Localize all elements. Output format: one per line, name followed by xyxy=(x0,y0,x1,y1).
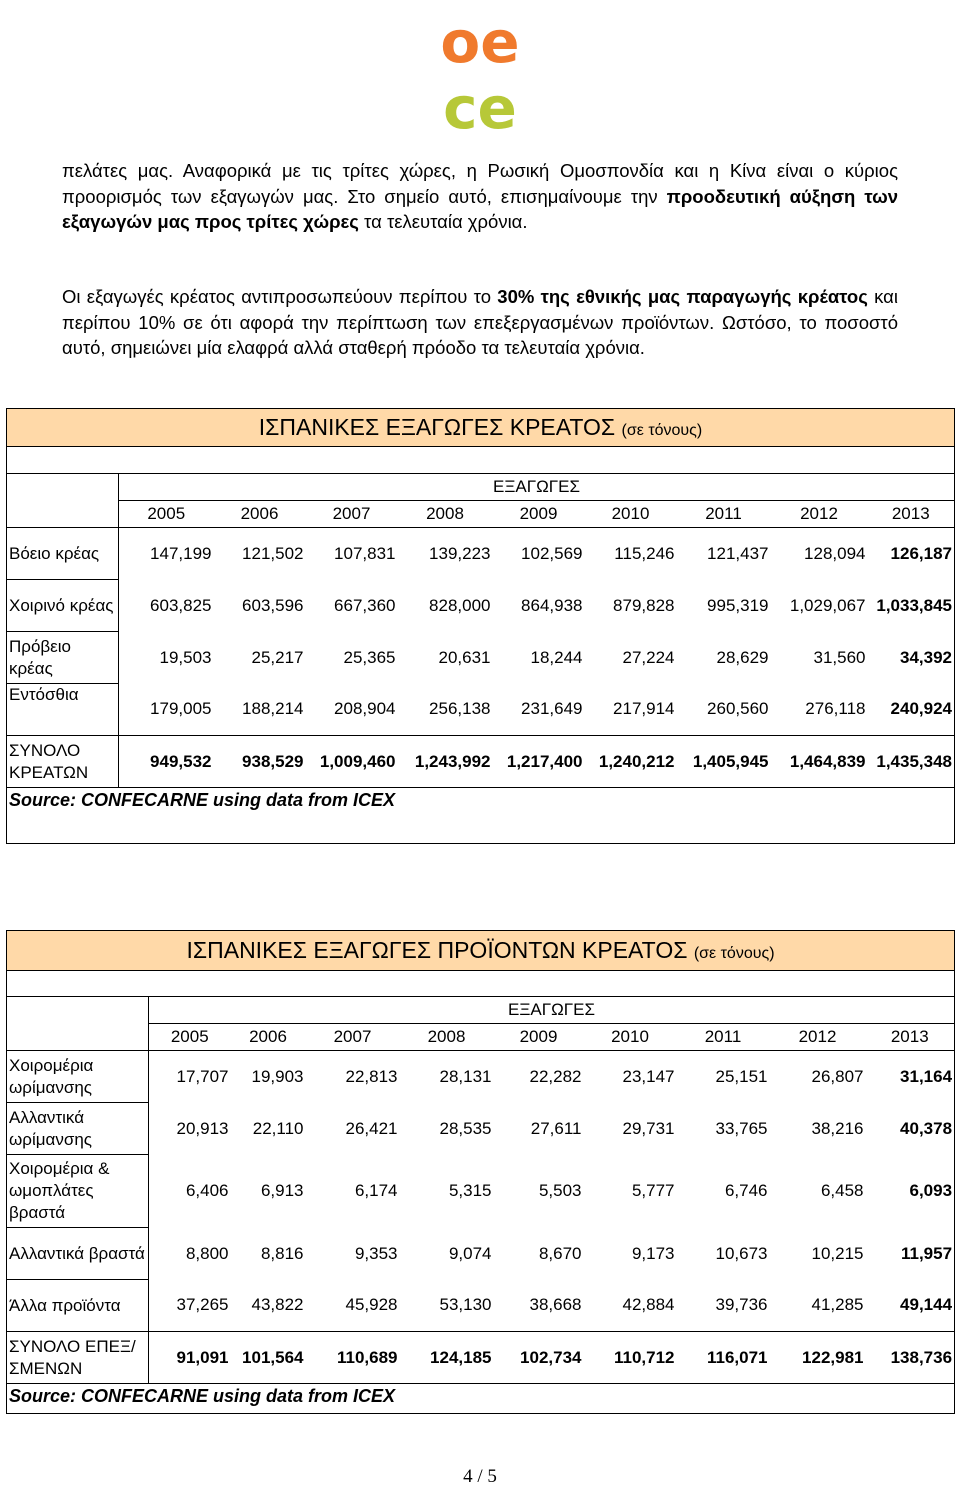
cell: 5,777 xyxy=(631,1181,675,1200)
cell: 188,214 xyxy=(242,699,304,719)
cell: 128,094 xyxy=(804,543,866,563)
meat-products-exports-table xyxy=(6,930,955,1414)
table-row xyxy=(7,632,955,684)
cell: 879,828 xyxy=(613,595,675,615)
year-header: 2009 xyxy=(493,501,585,528)
table2-spacer xyxy=(7,971,955,997)
cell: 667,360 xyxy=(334,595,396,615)
cell: 18,244 xyxy=(530,647,583,667)
cell: 33,765 xyxy=(715,1118,768,1138)
cell: 995,319 xyxy=(707,595,769,615)
year-header: 2005 xyxy=(149,1024,231,1051)
cell: 949,532 xyxy=(119,736,214,788)
cell: 116,071 xyxy=(677,1332,770,1384)
table2-unit: (σε τόνους) xyxy=(693,945,775,962)
cell: 5,315 xyxy=(448,1181,492,1200)
cell: 17,707 xyxy=(149,1051,231,1103)
cell: 864,938 xyxy=(521,595,583,615)
cell: 110,689 xyxy=(306,1332,400,1384)
cell: 1,009,460 xyxy=(306,736,398,788)
total-label: ΣΥΝΟΛΟ ΚΡΕΑΤΩΝ xyxy=(7,736,119,788)
year-header: 2008 xyxy=(398,501,493,528)
intro-bold-text: προοδευτική αύξηση των εξαγωγών μας προς τρίτες χώρες xyxy=(62,185,898,232)
cell: 5,503 xyxy=(538,1181,582,1200)
table-row xyxy=(7,684,955,736)
cell: 256,138 xyxy=(429,699,491,719)
cell: 9,353 xyxy=(354,1243,398,1263)
cell: 121,502 xyxy=(242,543,304,563)
cell: 42,884 xyxy=(622,1295,675,1315)
cell: 22,813 xyxy=(345,1066,398,1086)
cell: 1,405,945 xyxy=(677,736,771,788)
cell: 10,673 xyxy=(715,1243,768,1263)
row-label: Χοιρινό κρέας xyxy=(7,580,119,632)
year-header: 2011 xyxy=(677,501,771,528)
cell: 39,736 xyxy=(715,1295,768,1315)
row-label: Αλλαντικά βραστά xyxy=(7,1228,149,1280)
cell: 138,736 xyxy=(866,1332,955,1384)
table-row xyxy=(7,1228,955,1280)
cell: 53,130 xyxy=(439,1295,492,1315)
cell: 27,224 xyxy=(622,647,675,667)
cell: 91,091 xyxy=(149,1332,231,1384)
cell: 1,243,992 xyxy=(398,736,493,788)
cell: 102,734 xyxy=(494,1332,584,1384)
table-total-row xyxy=(7,736,955,788)
cell: 26,421 xyxy=(345,1118,398,1138)
cell: 1,435,348 xyxy=(868,736,955,788)
table2-group-header: ΕΞΑΓΩΓΕΣ xyxy=(149,997,955,1024)
oece-logo xyxy=(428,4,532,132)
cell: 31,560 xyxy=(813,647,866,667)
table2-empty-label xyxy=(7,1024,149,1051)
table1-source: Source: CONFECARNE using data from ICEX xyxy=(7,788,955,844)
cell: 208,904 xyxy=(334,699,396,719)
logo-bottom-text: ce xyxy=(443,74,517,132)
cell: 23,147 xyxy=(622,1066,675,1086)
cell: 6,093 xyxy=(866,1155,955,1228)
para2-bold-text: 30% της εθνικής μας παραγωγής κρέατος xyxy=(497,286,868,307)
cell: 31,164 xyxy=(866,1051,955,1103)
logo-top-text: oe xyxy=(440,8,520,76)
row-label: Άλλα προϊόντα xyxy=(7,1280,149,1332)
cell: 29,731 xyxy=(622,1118,675,1138)
cell: 20,913 xyxy=(149,1103,231,1155)
table1-unit: (σε τόνους) xyxy=(621,422,703,439)
cell: 115,246 xyxy=(614,543,675,563)
cell: 102,569 xyxy=(521,543,583,563)
cell: 19,503 xyxy=(119,632,214,684)
row-label: Χοιρομέρια ωρίμανσης xyxy=(7,1051,149,1103)
year-header: 2012 xyxy=(770,1024,866,1051)
cell: 147,199 xyxy=(119,528,214,580)
para2-text-a: Οι εξαγωγές κρέατος αντιπροσωπεύουν περίπου το xyxy=(62,286,498,307)
cell: 6,458 xyxy=(820,1181,864,1200)
cell: 8,800 xyxy=(149,1228,231,1280)
table-row xyxy=(7,1103,955,1155)
cell: 828,000 xyxy=(429,595,491,615)
year-header: 2012 xyxy=(771,501,868,528)
cell: 938,529 xyxy=(214,736,306,788)
year-header: 2007 xyxy=(306,501,398,528)
table1-empty-label xyxy=(7,501,119,528)
table1-title xyxy=(7,409,955,447)
table1-group-header: ΕΞΑΓΩΓΕΣ xyxy=(119,474,955,501)
cell: 6,406 xyxy=(149,1155,231,1228)
cell: 10,215 xyxy=(811,1243,864,1263)
table2-empty-corner xyxy=(7,997,149,1024)
year-header: 2013 xyxy=(866,1024,955,1051)
year-header: 2007 xyxy=(306,1024,400,1051)
year-header: 2006 xyxy=(231,1024,306,1051)
intro-paragraph xyxy=(62,158,898,235)
cell: 26,807 xyxy=(811,1066,864,1086)
cell: 40,378 xyxy=(866,1103,955,1155)
cell: 8,670 xyxy=(538,1243,582,1263)
table-row xyxy=(7,1155,955,1228)
cell: 6,913 xyxy=(260,1181,304,1200)
table-row xyxy=(7,1280,955,1332)
intro-tail-text: τα τελευταία χρόνια. xyxy=(358,211,528,232)
year-header: 2006 xyxy=(214,501,306,528)
cell: 34,392 xyxy=(868,632,955,684)
cell: 49,144 xyxy=(866,1280,955,1332)
cell: 179,005 xyxy=(119,684,214,736)
year-header: 2013 xyxy=(868,501,955,528)
cell: 9,173 xyxy=(631,1243,675,1263)
year-header: 2008 xyxy=(400,1024,494,1051)
table-row xyxy=(7,528,955,580)
year-header: 2005 xyxy=(119,501,214,528)
row-label: Χοιρομέρια & ωμοπλάτες βραστά xyxy=(7,1155,149,1228)
cell: 25,365 xyxy=(343,647,396,667)
cell: 110,712 xyxy=(584,1332,677,1384)
row-label: Εντόσθια xyxy=(7,684,119,736)
cell: 1,217,400 xyxy=(493,736,585,788)
cell: 6,174 xyxy=(354,1181,398,1200)
cell: 41,285 xyxy=(811,1295,864,1315)
cell: 25,217 xyxy=(251,647,304,667)
row-label: Αλλαντικά ωρίμανσης xyxy=(7,1103,149,1155)
cell: 603,596 xyxy=(242,595,304,615)
cell: 1,029,067 xyxy=(789,595,866,615)
cell: 28,535 xyxy=(439,1118,492,1138)
cell: 11,957 xyxy=(866,1228,955,1280)
meat-exports-table xyxy=(6,408,955,844)
table-row xyxy=(7,580,955,632)
cell: 126,187 xyxy=(868,528,955,580)
table1-empty-corner xyxy=(7,474,119,501)
cell: 1,240,212 xyxy=(585,736,677,788)
table2-title-text: ΙΣΠΑΝΙΚΕΣ ΕΞΑΓΩΓΕΣ ΠΡΟΪΟΝΤΩΝ ΚΡΕΑΤΟΣ xyxy=(186,937,688,963)
cell: 121,437 xyxy=(707,543,769,563)
row-label: Πρόβειο κρέας xyxy=(7,632,119,684)
cell: 217,914 xyxy=(613,699,675,719)
cell: 240,924 xyxy=(868,684,955,736)
table1-title-text: ΙΣΠΑΝΙΚΕΣ ΕΞΑΓΩΓΕΣ ΚΡΕΑΤΟΣ xyxy=(258,414,616,440)
year-header: 2010 xyxy=(584,1024,677,1051)
cell: 27,611 xyxy=(530,1118,582,1138)
table2-title xyxy=(7,931,955,971)
table-row xyxy=(7,1051,955,1103)
cell: 1,464,839 xyxy=(771,736,868,788)
total-label: ΣΥΝΟΛΟ ΕΠΕΞ/ΣΜΕΝΩΝ xyxy=(7,1332,149,1384)
cell: 9,074 xyxy=(448,1243,492,1263)
cell: 101,564 xyxy=(231,1332,306,1384)
cell: 107,831 xyxy=(334,543,396,563)
cell: 28,629 xyxy=(716,647,769,667)
year-header: 2010 xyxy=(585,501,677,528)
year-header: 2009 xyxy=(494,1024,584,1051)
para2-text-c: και περίπου 10% σε ότι αφορά την περίπτωση των επεξεργασμένων προϊόντων. Ωστόσο, το ποσοστό αυτό, σημειώνει μία ελαφρά αλλά σταθερή πρόοδο τα τελευταία χρόνια. xyxy=(62,286,898,358)
cell: 8,816 xyxy=(260,1243,304,1263)
cell: 38,216 xyxy=(811,1118,864,1138)
cell: 43,822 xyxy=(251,1295,304,1315)
cell: 20,631 xyxy=(438,647,491,667)
cell: 22,110 xyxy=(252,1118,304,1138)
row-label: Βόειο κρέας xyxy=(7,528,119,580)
cell: 25,151 xyxy=(715,1066,768,1086)
intro-text: πελάτες μας. Αναφορικά με τις τρίτες χώρες, η Ρωσική Ομοσπονδία και η Κίνα είναι ο κύριος προορισμός των εξαγωγών μας. Στο σημείο αυτό, επισημαίνουμε την xyxy=(62,160,898,207)
cell: 122,981 xyxy=(770,1332,866,1384)
cell: 22,282 xyxy=(529,1066,582,1086)
cell: 124,185 xyxy=(400,1332,494,1384)
table1-spacer xyxy=(7,447,955,474)
cell: 139,223 xyxy=(429,543,491,563)
cell: 603,825 xyxy=(119,580,214,632)
cell: 45,928 xyxy=(345,1295,398,1315)
cell: 38,668 xyxy=(529,1295,582,1315)
table2-source: Source: CONFECARNE using data from ICEX xyxy=(7,1384,955,1414)
cell: 260,560 xyxy=(707,699,769,719)
cell: 1,033,845 xyxy=(868,580,955,632)
table2-year-row xyxy=(7,1024,955,1051)
table1-year-row xyxy=(7,501,955,528)
table-total-row xyxy=(7,1332,955,1384)
year-header: 2011 xyxy=(677,1024,770,1051)
cell: 28,131 xyxy=(439,1066,492,1086)
cell: 231,649 xyxy=(521,699,583,719)
cell: 19,903 xyxy=(251,1066,304,1086)
page-number: 4 / 5 xyxy=(463,1466,497,1487)
exports-paragraph xyxy=(62,284,898,361)
cell: 37,265 xyxy=(149,1280,231,1332)
cell: 276,118 xyxy=(805,699,866,719)
cell: 6,746 xyxy=(724,1181,768,1200)
